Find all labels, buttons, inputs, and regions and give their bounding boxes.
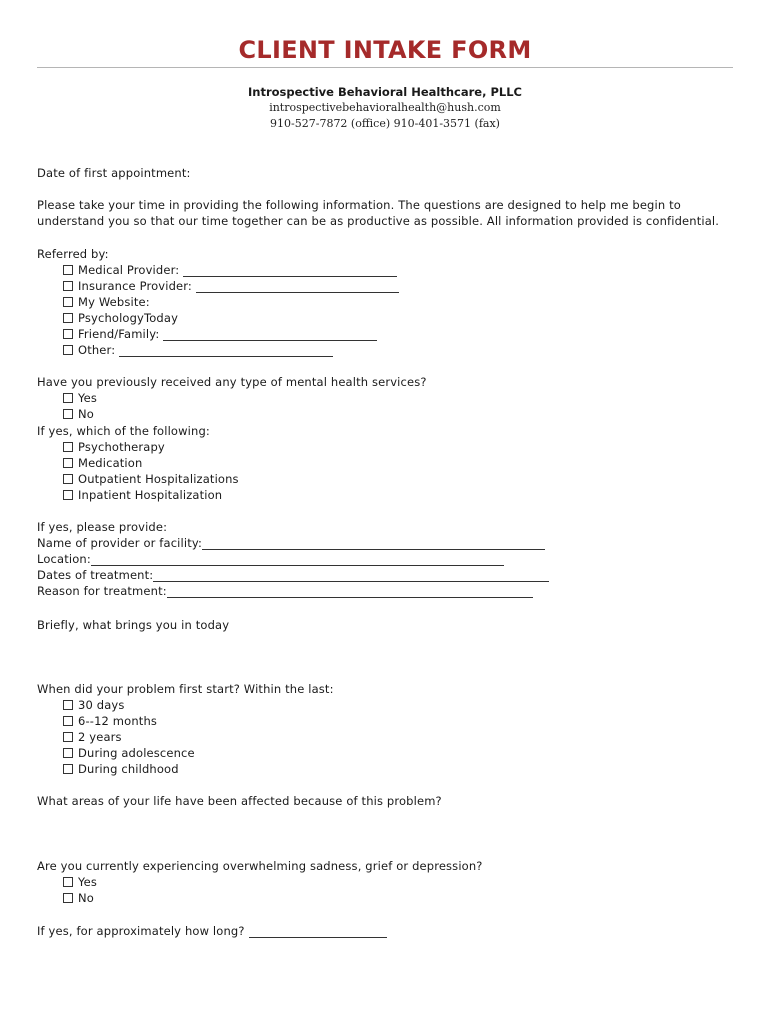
problem-start-2-years[interactable]: 2 years (63, 730, 122, 744)
checkbox[interactable] (63, 716, 73, 726)
checkbox[interactable] (63, 748, 73, 758)
form-title: CLIENT INTAKE FORM (238, 36, 532, 64)
referral-option-medical-provider[interactable]: Medical Provider: (63, 263, 397, 277)
medical-provider-blank[interactable] (183, 265, 397, 277)
intro-paragraph-line-2: understand you so that our time together can be as productive as possible. All information provided is confidential. (37, 214, 720, 228)
previous-services-question: Have you previously received any type of mental health services? (37, 375, 427, 389)
contact-email: introspectivebehavioralhealth@hush.com (269, 101, 501, 114)
provider-name-field[interactable]: Name of provider or facility: (37, 536, 545, 550)
checkbox[interactable] (63, 393, 73, 403)
checkbox[interactable] (63, 764, 73, 774)
checkbox[interactable] (63, 700, 73, 710)
provider-name-blank[interactable] (202, 538, 545, 550)
checkbox[interactable] (63, 297, 73, 307)
sadness-yes[interactable]: Yes (63, 875, 97, 889)
sadness-question: Are you currently experiencing overwhelming sadness, grief or depression? (37, 859, 483, 873)
sadness-no[interactable]: No (63, 891, 94, 905)
problem-start-childhood[interactable]: During childhood (63, 762, 179, 776)
date-first-appointment-label: Date of first appointment: (37, 166, 191, 180)
referral-option-insurance-provider[interactable]: Insurance Provider: (63, 279, 399, 293)
location-field[interactable]: Location: (37, 552, 504, 566)
checkbox[interactable] (63, 409, 73, 419)
referred-by-label: Referred by: (37, 247, 109, 261)
organization-name: Introspective Behavioral Healthcare, PLLC (248, 85, 522, 99)
brings-you-in-question: Briefly, what brings you in today (37, 618, 230, 632)
intro-paragraph-line-1: Please take your time in providing the following information. The questions are designed to help me begin to (37, 198, 681, 212)
previous-services-no[interactable]: No (63, 407, 94, 421)
checkbox[interactable] (63, 458, 73, 468)
which-services-label: If yes, which of the following: (37, 424, 210, 438)
referral-option-my-website[interactable]: My Website: (63, 295, 150, 309)
checkbox[interactable] (63, 281, 73, 291)
referral-option-psychologytoday[interactable]: PsychologyToday (63, 311, 178, 325)
problem-start-adolescence[interactable]: During adolescence (63, 746, 195, 760)
checkbox[interactable] (63, 732, 73, 742)
friend-family-blank[interactable] (163, 329, 377, 341)
checkbox[interactable] (63, 474, 73, 484)
checkbox[interactable] (63, 345, 73, 355)
contact-phone-fax: 910-527-7872 (office) 910-401-3571 (fax) (270, 117, 500, 130)
reason-for-treatment-blank[interactable] (167, 586, 533, 598)
service-option-psychotherapy[interactable]: Psychotherapy (63, 440, 165, 454)
checkbox[interactable] (63, 313, 73, 323)
problem-start-6-12-months[interactable]: 6--12 months (63, 714, 157, 728)
areas-affected-question: What areas of your life have been affected because of this problem? (37, 794, 442, 808)
title-divider (37, 67, 733, 68)
dates-of-treatment-blank[interactable] (153, 570, 549, 582)
provider-details-intro: If yes, please provide: (37, 520, 168, 534)
service-option-medication[interactable]: Medication (63, 456, 142, 470)
checkbox[interactable] (63, 893, 73, 903)
service-option-outpatient[interactable]: Outpatient Hospitalizations (63, 472, 239, 486)
dates-of-treatment-field[interactable]: Dates of treatment: (37, 568, 549, 582)
previous-services-yes[interactable]: Yes (63, 391, 97, 405)
how-long-blank[interactable] (249, 926, 387, 938)
checkbox[interactable] (63, 877, 73, 887)
checkbox[interactable] (63, 490, 73, 500)
problem-start-question: When did your problem first start? Within the last: (37, 682, 334, 696)
service-option-inpatient[interactable]: Inpatient Hospitalization (63, 488, 222, 502)
checkbox[interactable] (63, 265, 73, 275)
how-long-field[interactable]: If yes, for approximately how long? (37, 924, 387, 938)
reason-for-treatment-field[interactable]: Reason for treatment: (37, 584, 533, 598)
referral-option-other[interactable]: Other: (63, 343, 333, 357)
checkbox[interactable] (63, 442, 73, 452)
location-blank[interactable] (91, 554, 504, 566)
insurance-provider-blank[interactable] (196, 281, 399, 293)
referral-option-friend-family[interactable]: Friend/Family: (63, 327, 377, 341)
problem-start-30-days[interactable]: 30 days (63, 698, 124, 712)
checkbox[interactable] (63, 329, 73, 339)
other-blank[interactable] (119, 345, 333, 357)
